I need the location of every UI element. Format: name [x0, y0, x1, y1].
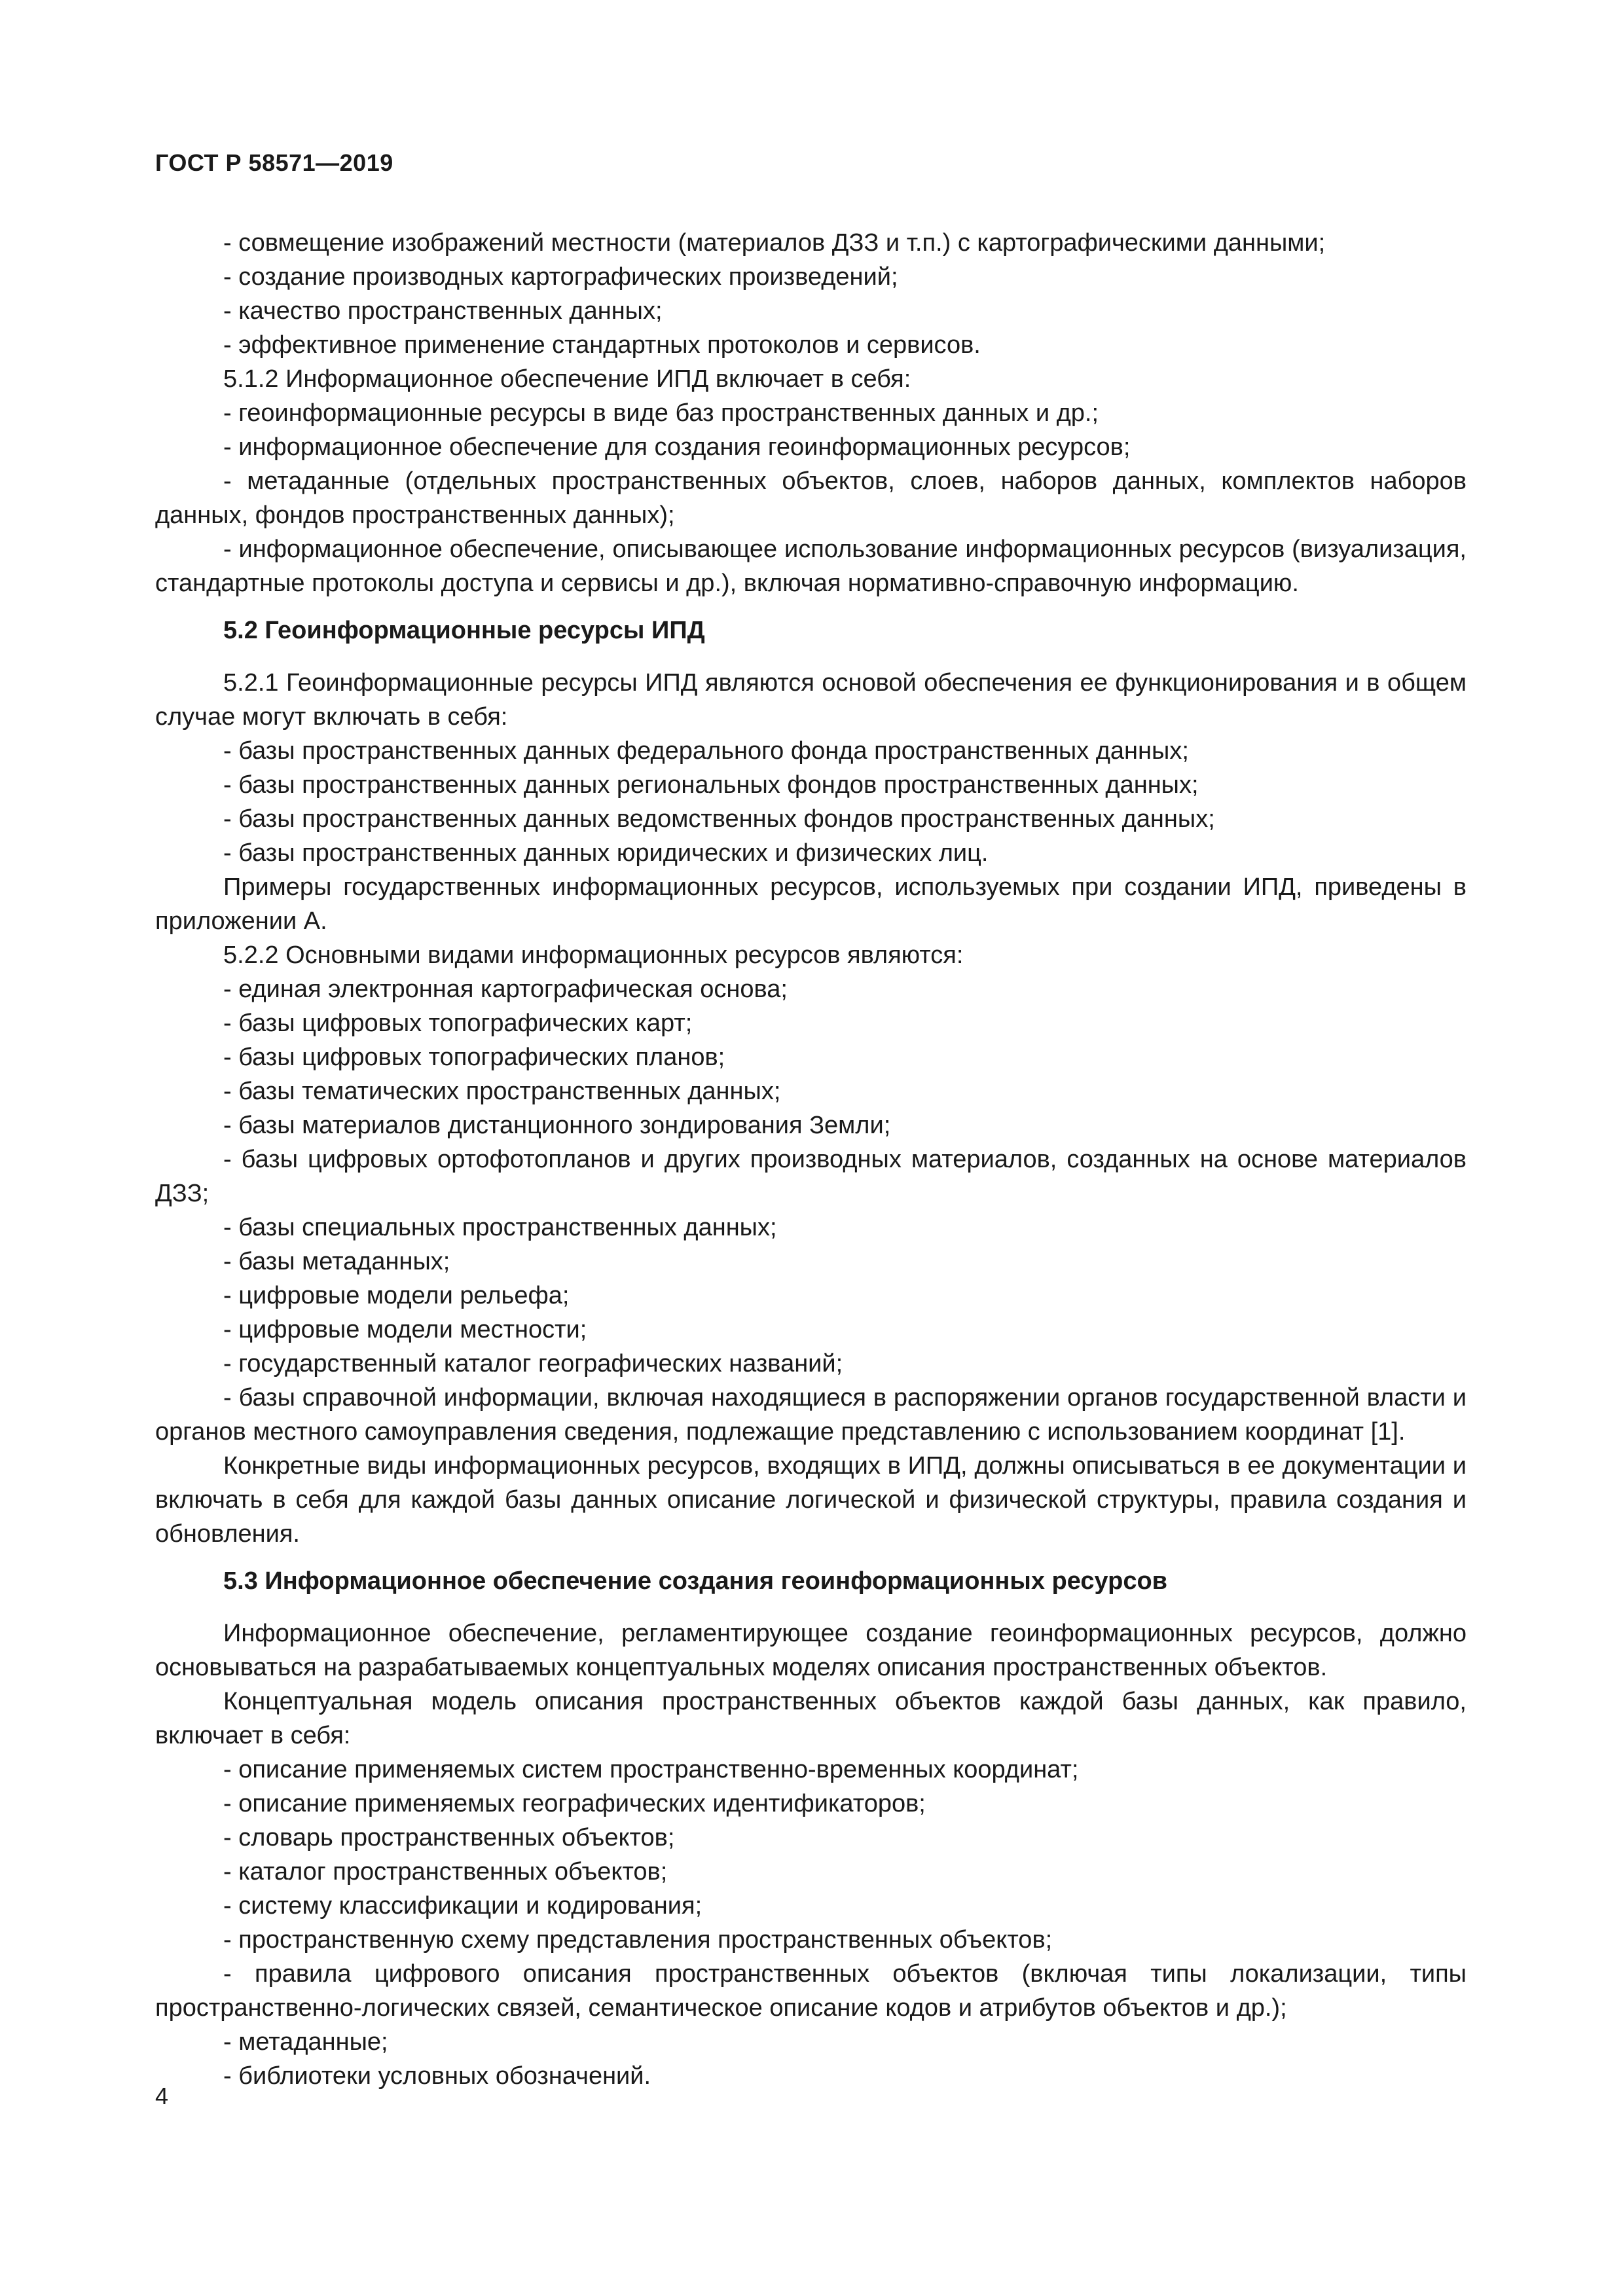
list-item: - геоинформационные ресурсы в виде баз пространственных данных и др.;	[223, 399, 1099, 427]
list-item: - правила цифрового описания пространственных объектов (включая типы локализации, типы пространственно-логических связей, семантическое описание кодов и атрибутов объектов и др.);	[155, 1960, 1467, 2022]
list-item: - базы специальных пространственных данных;	[223, 1214, 777, 1241]
list-item: - базы метаданных;	[223, 1248, 450, 1275]
list-item: - метаданные (отдельных пространственных объектов, слоев, наборов данных, комплектов наборов данных, фондов пространственных данных);	[155, 467, 1467, 529]
list-item: - базы пространственных данных ведомственных фондов пространственных данных;	[223, 805, 1215, 833]
list-item: - описание применяемых систем пространственно-временных координат;	[223, 1756, 1079, 1783]
paragraph: Примеры государственных информационных ресурсов, используемых при создании ИПД, приведены в приложении А.	[155, 873, 1467, 935]
list-item: - качество пространственных данных;	[223, 297, 663, 325]
list-item: - базы цифровых ортофотопланов и других производных материалов, созданных на основе материалов ДЗЗ;	[155, 1146, 1467, 1207]
clause-5-1-2: 5.1.2 Информационное обеспечение ИПД включает в себя:	[223, 365, 911, 393]
list-item: - метаданные;	[223, 2028, 388, 2056]
section-heading-5-2: 5.2 Геоинформационные ресурсы ИПД	[223, 617, 705, 644]
page-number: 4	[155, 2083, 169, 2109]
paragraph: Концептуальная модель описания пространственных объектов каждой базы данных, как правило, включает в себя:	[155, 1688, 1467, 1749]
list-item: - базы материалов дистанционного зондирования Земли;	[223, 1112, 891, 1139]
list-item: - цифровые модели рельефа;	[223, 1282, 570, 1309]
list-item: - базы тематических пространственных данных;	[223, 1078, 781, 1105]
paragraph: Конкретные виды информационных ресурсов, входящих в ИПД, должны описываться в ее документации и включать в себя для каждой базы данных описание логической и физической структуры, правила создания и обновления.	[155, 1452, 1467, 1548]
list-item: - словарь пространственных объектов;	[223, 1824, 675, 1851]
list-item: - совмещение изображений местности (материалов ДЗЗ и т.п.) с картографическими данными;	[223, 229, 1326, 257]
section-heading-5-3: 5.3 Информационное обеспечение создания геоинформационных ресурсов	[223, 1567, 1168, 1595]
list-item: - базы цифровых топографических планов;	[223, 1044, 725, 1071]
list-item: - базы цифровых топографических карт;	[223, 1010, 693, 1037]
paragraph: Информационное обеспечение, регламентирующее создание геоинформационных ресурсов, должно основываться на разрабатываемых концептуальных моделях описания пространственных объектов.	[155, 1620, 1467, 1681]
list-item: - базы пространственных данных региональных фондов пространственных данных;	[223, 771, 1199, 799]
list-item: - государственный каталог географических названий;	[223, 1350, 843, 1377]
document-body	[155, 226, 1467, 2093]
list-item: - информационное обеспечение для создания геоинформационных ресурсов;	[223, 433, 1131, 461]
document-header: ГОСТ Р 58571—2019	[155, 149, 393, 176]
list-item: - информационное обеспечение, описывающее использование информационных ресурсов (визуализация, стандартные протоколы доступа и сервисы и др.), включая нормативно-справочную информацию.	[155, 536, 1467, 597]
list-item: - описание применяемых географических идентификаторов;	[223, 1790, 926, 1817]
list-item: - базы пространственных данных юридических и физических лиц.	[223, 839, 989, 867]
list-item: - эффективное применение стандартных протоколов и сервисов.	[223, 331, 981, 359]
clause-5-2-1: 5.2.1 Геоинформационные ресурсы ИПД являются основой обеспечения ее функционирования и в общем случае могут включать в себя:	[155, 669, 1467, 731]
list-item: - цифровые модели местности;	[223, 1316, 587, 1343]
list-item: - базы справочной информации, включая находящиеся в распоряжении органов государственной власти и органов местного самоуправления сведения, подлежащие представлению с использованием координат [1].	[155, 1384, 1467, 1446]
list-item: - создание производных картографических произведений;	[223, 263, 898, 291]
list-item: - каталог пространственных объектов;	[223, 1858, 668, 1886]
clause-5-2-2: 5.2.2 Основными видами информационных ресурсов являются:	[223, 941, 964, 969]
list-item: - библиотеки условных обозначений.	[223, 2062, 651, 2090]
list-item: - базы пространственных данных федерального фонда пространственных данных;	[223, 737, 1189, 765]
list-item: - систему классификации и кодирования;	[223, 1892, 702, 1920]
list-item: - единая электронная картографическая основа;	[223, 975, 788, 1003]
list-item: - пространственную схему представления пространственных объектов;	[223, 1926, 1053, 1954]
